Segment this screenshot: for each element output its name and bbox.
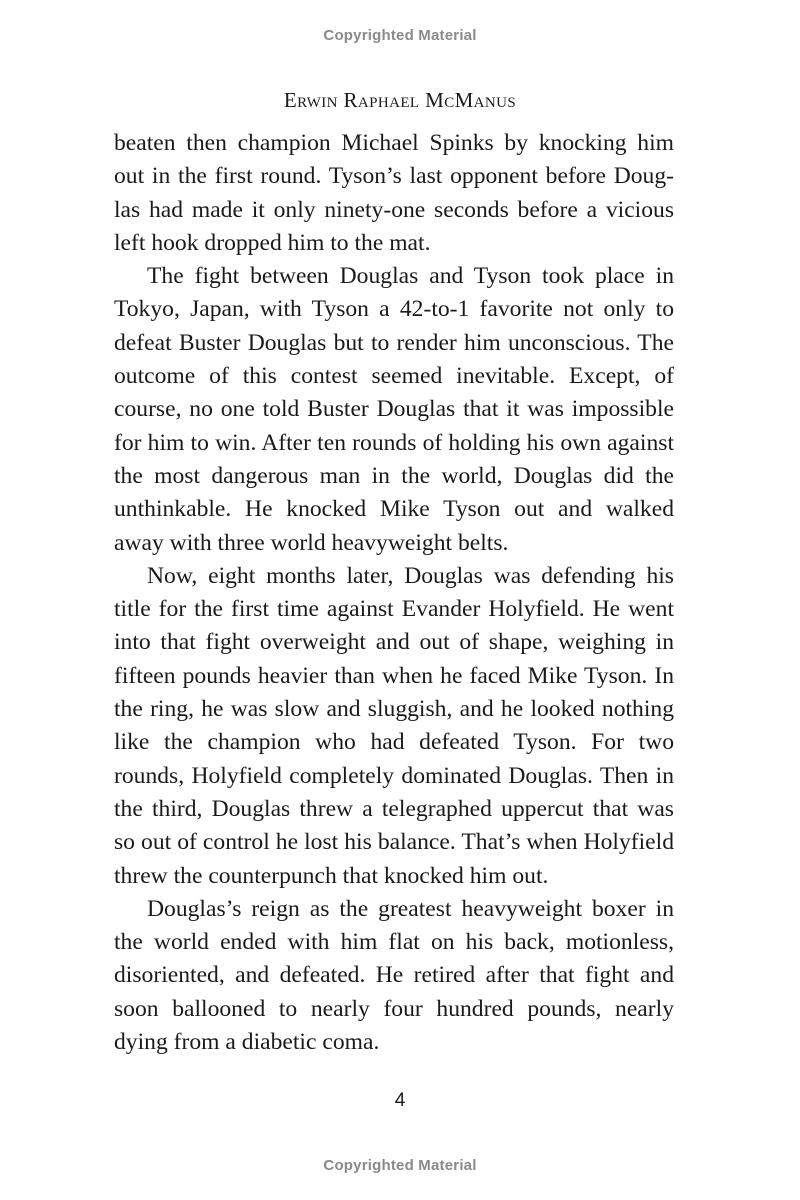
copyright-watermark-bottom: Copyrighted Material bbox=[323, 1157, 477, 1174]
running-head-author: Erwin Raphael McManus bbox=[283, 88, 517, 112]
page-number: 4 bbox=[394, 1090, 406, 1111]
paragraph-3: Now, eight months later, Douglas was defending his title for the first time against Evander Holyfield. He went into that fight overweight and out of shape, weighing in fifteen pounds heavier than when he faced Mike Tyson. In the ring, he was slow and sluggish, and he looked nothing like the champion who had defeated Tyson. For two rounds, Holyfield completely dominated Douglas. Then in the third, Douglas threw a telegraphed uppercut that was so out of control he lost his balance. That’s when Holyfield threw the counterpunch that knocked him out. bbox=[114, 562, 674, 889]
copyright-watermark-top: Copyrighted Material bbox=[323, 27, 477, 44]
paragraph-2: The fight between Douglas and Tyson took place in Tokyo, Japan, with Tyson a 42-to-1 favorite not only to defeat Buster Douglas but to render him unconscious. The outcome of this contest seemed inevitable. Except, of course, no one told Buster Douglas that it was impossible for him to win. After ten rounds of holding his own against the most dangerous man in the world, Douglas did the unthinkable. He knocked Mike Tyson out and walked away with three world heavyweight belts. bbox=[114, 263, 674, 556]
paragraph-1: beaten then champion Michael Spinks by knocking him out in the first round. Tyson’s last opponent before Douglas had made it only ninety-one seconds before a vicious left hook dropped him to the mat. bbox=[114, 130, 674, 256]
body-text bbox=[114, 127, 674, 1059]
paragraph-4: Douglas’s reign as the greatest heavyweight boxer in the world ended with him flat on his back, motionless, disoriented, and defeated. He retired after that fight and soon ballooned to nearly four hundred pounds, nearly dying from a diabetic coma. bbox=[114, 895, 674, 1056]
